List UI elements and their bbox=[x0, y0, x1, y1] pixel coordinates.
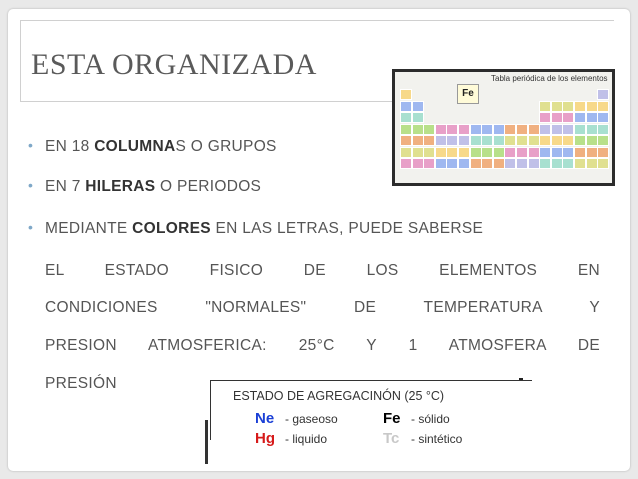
state-legend-image bbox=[203, 380, 527, 467]
periodic-table-cell bbox=[424, 159, 434, 168]
periodic-table-cell bbox=[598, 102, 608, 111]
periodic-table-cell bbox=[494, 125, 504, 134]
periodic-table-cell bbox=[563, 125, 573, 134]
bullet-dot: • bbox=[28, 177, 34, 193]
periodic-table-cell bbox=[494, 136, 504, 145]
periodic-table-cell bbox=[575, 159, 585, 168]
periodic-table-cell bbox=[563, 102, 573, 111]
periodic-table-cell bbox=[575, 102, 585, 111]
periodic-table-cell bbox=[587, 113, 597, 122]
periodic-table-cell bbox=[447, 136, 457, 145]
legend-symbol-fe: Fe bbox=[383, 410, 401, 427]
periodic-table-cell bbox=[563, 136, 573, 145]
periodic-table-cell bbox=[424, 136, 434, 145]
legend-label-liquido: - liquido bbox=[285, 432, 328, 446]
periodic-table-cell bbox=[540, 125, 550, 134]
periodic-table-cell bbox=[598, 136, 608, 145]
periodic-table-cell bbox=[517, 136, 527, 145]
periodic-table-cell bbox=[575, 148, 585, 157]
periodic-table-cell bbox=[505, 136, 515, 145]
periodic-table-cell bbox=[436, 136, 446, 145]
periodic-table-cell bbox=[459, 136, 469, 145]
periodic-table-cell bbox=[401, 102, 411, 111]
periodic-table-fe-cell: Fe bbox=[457, 84, 479, 104]
periodic-table-cell bbox=[529, 136, 539, 145]
periodic-table-cell bbox=[540, 159, 550, 168]
periodic-table-cell bbox=[552, 102, 562, 111]
periodic-table-cell bbox=[598, 148, 608, 157]
periodic-table-cell bbox=[529, 159, 539, 168]
bullet-dot: • bbox=[28, 219, 34, 235]
periodic-table-cell bbox=[401, 159, 411, 168]
periodic-table-cell bbox=[563, 113, 573, 122]
periodic-table-cell bbox=[517, 159, 527, 168]
periodic-table-cell bbox=[517, 148, 527, 157]
periodic-table-cell bbox=[471, 136, 481, 145]
periodic-table-cell bbox=[517, 125, 527, 134]
periodic-table-cell bbox=[587, 159, 597, 168]
periodic-table-cell bbox=[540, 148, 550, 157]
slide-title: ESTA ORGANIZADA bbox=[31, 48, 317, 81]
periodic-table-cell bbox=[471, 148, 481, 157]
periodic-table-cell bbox=[587, 125, 597, 134]
paragraph-line-1: EL ESTADO FISICO DE LOS ELEMENTOS EN bbox=[45, 262, 600, 279]
periodic-table-image bbox=[392, 69, 615, 186]
periodic-table-cell bbox=[563, 148, 573, 157]
periodic-table-cell bbox=[459, 148, 469, 157]
periodic-table-cell bbox=[552, 148, 562, 157]
bullet-dot: • bbox=[28, 137, 34, 153]
periodic-table-cell bbox=[413, 159, 423, 168]
periodic-table-cell bbox=[401, 148, 411, 157]
legend-label-solido: - sólido bbox=[411, 412, 450, 426]
periodic-table-cell bbox=[424, 148, 434, 157]
periodic-table-cell bbox=[552, 125, 562, 134]
periodic-table-cell bbox=[413, 102, 423, 111]
periodic-table-cell bbox=[447, 125, 457, 134]
periodic-table-cell bbox=[575, 136, 585, 145]
periodic-table-cell bbox=[529, 148, 539, 157]
periodic-table-cell bbox=[482, 148, 492, 157]
periodic-table-cell bbox=[459, 125, 469, 134]
periodic-table-cell bbox=[598, 113, 608, 122]
periodic-table-cell bbox=[494, 148, 504, 157]
periodic-table-cell bbox=[436, 125, 446, 134]
periodic-table-cell bbox=[447, 148, 457, 157]
periodic-table-cell bbox=[471, 125, 481, 134]
periodic-table-cell bbox=[413, 113, 423, 122]
periodic-table-cell bbox=[505, 125, 515, 134]
periodic-table-cell bbox=[587, 102, 597, 111]
periodic-table-cell bbox=[540, 102, 550, 111]
periodic-table-caption: Tabla periódica de los elementos bbox=[491, 74, 608, 83]
legend-label-gaseoso: - gaseoso bbox=[285, 412, 338, 426]
periodic-table-cell bbox=[587, 148, 597, 157]
periodic-table-cell bbox=[413, 148, 423, 157]
legend-label-sintetico: - sintético bbox=[411, 432, 463, 446]
decorative-line bbox=[205, 420, 208, 464]
paragraph-line-4: PRESIÓN bbox=[45, 375, 117, 392]
periodic-table-cell bbox=[401, 90, 411, 99]
periodic-table-cell bbox=[482, 159, 492, 168]
periodic-table-cell bbox=[413, 125, 423, 134]
periodic-table-cell bbox=[413, 136, 423, 145]
periodic-table-cell bbox=[598, 90, 608, 99]
periodic-table-cell bbox=[459, 159, 469, 168]
legend-symbol-tc: Tc bbox=[383, 430, 400, 447]
periodic-table-cell bbox=[540, 136, 550, 145]
periodic-table-cell bbox=[401, 125, 411, 134]
periodic-table-cell bbox=[447, 159, 457, 168]
periodic-table-cell bbox=[424, 125, 434, 134]
paragraph-line-3: PRESION ATMOSFERICA: 25°C Y 1 ATMOSFERA DE bbox=[45, 337, 600, 354]
periodic-table-cell bbox=[529, 125, 539, 134]
periodic-table-cell bbox=[436, 148, 446, 157]
periodic-table-cell bbox=[540, 113, 550, 122]
periodic-table-cell bbox=[575, 113, 585, 122]
periodic-table-cell bbox=[598, 159, 608, 168]
periodic-table-cell bbox=[598, 125, 608, 134]
periodic-table-cell bbox=[587, 136, 597, 145]
periodic-table-cell bbox=[482, 136, 492, 145]
paragraph-line-2: CONDICIONES "NORMALES" DE TEMPERATURA Y bbox=[45, 299, 600, 316]
legend-symbol-ne: Ne bbox=[255, 410, 275, 427]
periodic-table-cell bbox=[563, 159, 573, 168]
periodic-table-cell bbox=[436, 159, 446, 168]
periodic-table-cell bbox=[575, 125, 585, 134]
periodic-table-cell bbox=[505, 159, 515, 168]
periodic-table-cell bbox=[494, 159, 504, 168]
periodic-table-cell bbox=[505, 148, 515, 157]
periodic-table-cell bbox=[552, 136, 562, 145]
periodic-table-cell bbox=[552, 113, 562, 122]
periodic-table-cell bbox=[401, 113, 411, 122]
periodic-table-cell bbox=[401, 136, 411, 145]
periodic-table-cell bbox=[482, 125, 492, 134]
legend-title: ESTADO DE AGREGACINÓN (25 °C) bbox=[233, 389, 445, 403]
legend-symbol-hg: Hg bbox=[255, 430, 275, 447]
periodic-table-cell bbox=[471, 159, 481, 168]
periodic-table-cell bbox=[552, 159, 562, 168]
